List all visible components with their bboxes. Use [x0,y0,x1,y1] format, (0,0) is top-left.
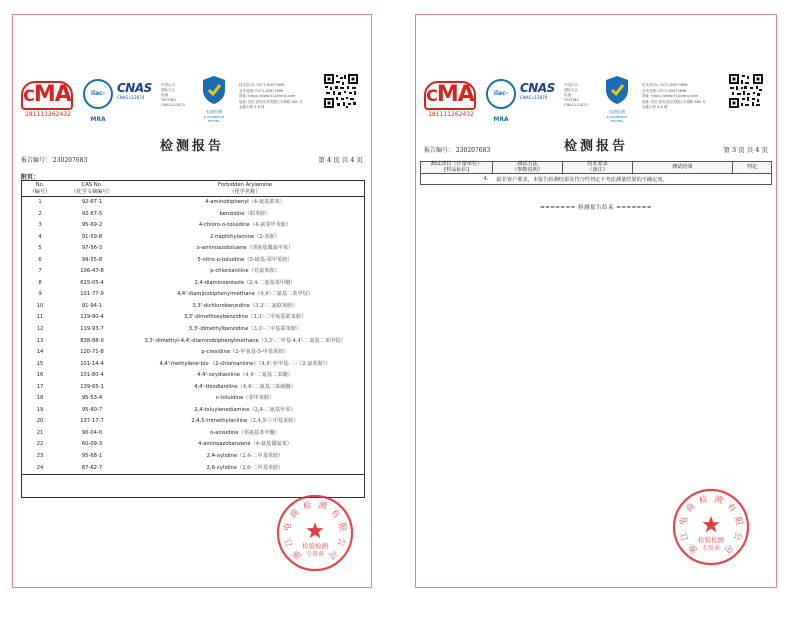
col-test-method: 测试方法 （参数说明） [493,162,563,174]
shield-check-icon [604,75,630,105]
cell-no: 14 [36,349,44,356]
header-logos [21,73,363,123]
ilac-mra-logo: ilac-MRA [83,79,113,109]
seal-ring-char: 测 [712,494,724,507]
cell-cas: 99-55-8 [81,256,103,263]
arylamine-cn: （3,3'-二甲基联苯胺） [248,326,302,333]
arylamine-cn: （2,6-二甲基苯胺） [237,464,284,471]
arylamine-en: o-aminoazotoluene [196,245,247,252]
cell-arylamine [125,416,365,428]
seal-ring-char: 电 [282,521,294,533]
cell-arylamine [125,232,365,244]
seal-ring-char: 浙 [686,541,700,555]
report-page-3 [415,14,777,588]
cell-cas: 92-87-5 [81,210,103,217]
ilac-mra-logo: ilac-MRA [486,79,516,109]
arylamine-en: 3,3'-dichlorobenzidine [192,302,250,309]
arylamine-cn: （邻甲苯胺） [243,395,275,402]
seal-ring-char: 司 [326,547,340,561]
table-row [21,278,365,290]
page-number: 第 4 页 共 4 页 [318,156,363,164]
cell-no: 7 [38,268,42,275]
arylamine-cn: （2,4-二甲基苯胺） [237,453,284,460]
arylamine-cn: （4,4'-亚甲基-二-（2-氯苯胺）） [258,360,331,367]
table-row [21,347,365,359]
table-row [21,324,365,336]
cell-cas: 615-05-4 [80,279,104,286]
cell-arylamine [125,243,365,255]
seal-ring-char: 商 [684,501,698,515]
cell-cas: 95-80-7 [81,406,103,413]
table-row [21,370,365,382]
cnas-logo: CNAS CNAS L12874 [520,81,555,100]
table-row [21,382,365,394]
seal-center-text: 检验检测 [698,536,724,544]
col-requirement: 技术要求 （备注） [563,162,633,174]
table-row [21,463,365,475]
cell-arylamine [125,278,365,290]
qr-code [323,73,359,109]
seal-center-text: 专用章 [701,545,721,552]
arylamine-en: o-toluidine [215,395,244,402]
test-result-table [420,161,772,185]
cell-arylamine [125,289,365,301]
table-row [21,359,365,371]
report-page-4 [12,14,372,588]
cell-arylamine [125,347,365,359]
seal-ring-char: 司 [722,541,736,555]
cell-no: 11 [36,314,44,321]
arylamine-cn: （2,4-二氨基苯甲醚） [243,279,296,286]
cell-no: 1 [38,199,42,205]
cell-cas: 95-68-1 [81,453,103,460]
arylamine-en: 2,4-xylidine [206,453,238,460]
col-no: No. （编号） [21,181,59,197]
table-row [421,174,772,185]
arylamine-en: 4-aminoazobenzene [198,441,251,448]
seal-center-text: 专用章 [305,551,325,558]
table-row [21,301,365,313]
table-row [21,266,365,278]
cell-no: 2 [38,210,42,217]
report-number: 报告编号： 230207683 [424,147,491,154]
seal-ring-char: 检 [302,500,314,513]
arylamine-en: 2-naphthylamine [209,233,255,240]
seal-center-text: 检验检测 [302,542,328,550]
table-row [21,428,365,440]
cell-no: 21 [36,429,44,436]
col-result: 测试结果 [633,162,733,174]
cell-arylamine [125,197,365,209]
cell-arylamine [125,312,365,324]
cell-arylamine [125,428,365,440]
cell-arylamine [125,451,365,463]
table-row [21,439,365,451]
col-test-item: 测试项目（计量单位） [样品标识] [421,162,493,174]
company-seal [671,487,751,567]
cell-cas: 137-17-7 [80,418,104,425]
contact-info: 技术/投诉: 0571-85673896 业务受理: 0571-85673896 网址: https://www.51qcfeng.com 地址: 浙江省杭州市拱墅区丰潭路 680 号 金鑫大厦 4-6 楼 [239,83,303,109]
arylamine-en: 4,4'-thiodianiline [194,383,238,390]
arylamine-table [21,180,365,475]
arylamine-en: 4,4'-oxydianiline [197,372,240,379]
note-number: 4. [421,174,493,185]
cell-arylamine [125,301,365,313]
cell-arylamine [125,266,365,278]
cell-cas: 91-59-8 [81,233,103,240]
cell-cas: 139-65-1 [80,383,104,390]
arylamine-cn: （3,3'-二氯联苯胺） [249,302,298,309]
table-row [21,451,365,463]
table-row [21,209,365,221]
cell-no: 23 [36,453,44,460]
seal-ring-char: 限 [732,515,744,527]
arylamine-en: 4,4'-methylene-bis-（2-chloroaniline） [159,360,259,367]
arylamine-en: p-cresidine [201,349,231,356]
seal-ring-char: 江 [678,530,692,542]
seal-ring-char: 限 [336,521,348,533]
table-row [21,255,365,267]
table-row [21,243,365,255]
arylamine-en: 4,4'-diaminobiphenylmethane [176,291,255,298]
cell-cas: 92-67-1 [81,199,103,205]
seal-ring-char: 有 [724,501,738,515]
table-row [21,312,365,324]
cell-arylamine [125,209,365,221]
cell-no: 4 [38,233,42,240]
table-row [21,232,365,244]
seal-ring-char: 有 [328,507,342,521]
seal-ring-char: 商 [288,507,302,521]
cell-arylamine [125,370,365,382]
cell-cas: 106-47-8 [80,268,104,275]
seal-ring-char: 公 [730,530,744,542]
cell-cas: 90-04-0 [81,429,103,436]
cell-arylamine [125,393,365,405]
cell-no: 16 [36,372,44,379]
seal-graphic [671,487,751,567]
page-title: 检测报告 [159,139,224,154]
cell-no: 18 [36,395,44,402]
cma-logo: CMA 181111262432 [21,81,79,115]
cell-no: 22 [36,441,44,448]
arylamine-en: 3,3'-dimethylbenzidine [188,326,249,333]
arylamine-en: 2,4-toluylenediamine [194,406,250,413]
cell-arylamine [125,324,365,336]
seal-graphic [275,493,355,573]
cell-arylamine [125,463,365,475]
arylamine-en: 3,3'-dimethyl-4,4'-diaminobiphenylmethane [144,337,259,344]
arylamine-cn: （4,4'-二氨基二苯醚） [239,372,293,379]
page-title: 检测报告 [563,139,628,154]
arylamine-en: 5-nitro-o-toluidine [197,256,245,263]
cell-cas: 838-88-0 [80,337,104,344]
arylamine-en: 3,3'-dimethoxybenzidine [183,314,249,321]
cell-arylamine [125,439,365,451]
cell-no: 15 [36,360,44,367]
cell-no: 19 [36,406,44,413]
star-icon [702,516,719,532]
arylamine-cn: （邻氨基苯甲醚） [238,429,280,436]
cma-logo: CMA 181111262432 [424,81,482,115]
arylamine-en: benzidine [219,210,245,217]
report-end-marker: ======= 检测报告结束 ======= [539,205,652,211]
qr-code [728,73,764,109]
arylamine-en: 4-chloro-o-toluidine [198,222,250,229]
ecommerce-testing-logo: 电商检测 E-COMMERCE TESTING [197,75,231,115]
star-icon [306,522,323,538]
cell-cas: 101-80-4 [80,372,104,379]
table-row [21,289,365,301]
arylamine-en: 2,4-diaminoanisole [194,279,244,286]
report-number: 报告编号： 230207683 [21,157,88,164]
cell-arylamine [125,359,365,371]
cell-no: 12 [36,326,44,333]
table-row [21,393,365,405]
arylamine-cn: （2-萘胺） [254,233,281,240]
accreditation-text: 中国认可 国际互认 检测 TESTING CNAS L12874 [161,83,185,107]
table-row [21,197,365,209]
arylamine-cn: （3,3'-二甲基-4,4'-二氨基二苯甲烷） [258,337,346,344]
company-seal [275,493,355,573]
cell-no: 8 [38,279,42,286]
cell-cas: 95-69-2 [81,222,103,229]
seal-ring-char: 公 [334,536,348,548]
arylamine-cn: （4-氨基联苯） [248,199,285,205]
cell-no: 13 [36,337,44,344]
arylamine-en: p-chloroaniline [210,268,249,275]
arylamine-cn: （联苯胺） [244,210,271,217]
cell-cas: 87-62-7 [59,463,125,475]
cell-arylamine [125,220,365,232]
seal-ring-char: 测 [316,500,328,513]
cnas-logo: CNAS CNAS L12874 [117,81,152,100]
table-row [21,220,365,232]
col-arylamine: Forbidden Arylamine （化学名称） [125,181,365,197]
arylamine-cn: （对氯苯胺） [248,268,280,275]
seal-ring-char: 江 [282,536,296,548]
cell-cas: 97-56-3 [81,245,103,252]
cell-cas: 119-93-7 [80,326,104,333]
contact-info: 技术/投诉: 0571-85673896 业务受理: 0571-85673896 网址: https://www.51qcfeng.com 地址: 浙江省杭州市拱墅区丰潭路 680 号 金鑫大厦 4-6 楼 [642,83,706,109]
page-number: 第 3 页 共 4 页 [723,146,768,154]
cell-no: 5 [38,245,42,252]
arylamine-cn: （3,3'-二甲氧基联苯胺） [248,314,307,321]
cell-cas: 91-94-1 [81,302,103,309]
cell-cas: 101-77-9 [80,291,104,298]
cell-cas: 60-09-3 [81,441,103,448]
seal-ring-char: 检 [698,494,710,507]
table-row [21,336,365,348]
cell-cas: 119-90-4 [80,314,104,321]
cell-no: 3 [38,222,42,229]
arylamine-cn: （2,4,5-三甲基苯胺） [247,418,299,425]
table-header-row [21,181,365,197]
cell-no: 24 [21,463,59,475]
arylamine-cn: （4,4'-二氨基二苯甲烷） [254,291,314,298]
table-row [21,405,365,417]
seal-ring-char: 电 [678,515,690,527]
cell-cas: 95-53-4 [81,395,103,402]
shield-check-icon [201,75,227,105]
table-header-row [421,162,772,174]
seal-ring-char: 浙 [290,547,304,561]
cell-arylamine [125,405,365,417]
arylamine-cn: （2,4-二氨基甲苯） [249,406,296,413]
arylamine-cn: （4-氨基偶氮苯） [250,441,292,448]
cell-no: 17 [36,383,44,390]
cell-cas: 101-14-4 [80,360,104,367]
cell-arylamine [125,336,365,348]
note-text: 除非客户要求，本报告检测结果及符合性判定不考虑测量结果的不确定度。 [493,174,772,185]
arylamine-cn: （4,4'-二氨基二苯硫醚） [237,383,296,390]
col-judgement: 判定 [733,162,772,174]
ecommerce-testing-logo: 电商检测 E-COMMERCE TESTING [600,75,634,115]
arylamine-en: 2,6-xylidine [206,464,238,471]
cell-cas: 120-71-8 [80,349,104,356]
arylamine-en: 4-aminobiphenyl [205,199,249,205]
appendix-label: 附页： [21,174,40,181]
col-cas: CAS No. （化学文摘编号） [59,181,125,197]
accreditation-text: 中国认可 国际互认 检测 TESTING CNAS L12874 [564,83,588,107]
arylamine-en: 2,4,5-trimethylaniline [191,418,248,425]
arylamine-cn: （2-甲氧基-5-甲基苯胺） [230,349,289,356]
table-row [21,416,365,428]
cell-no: 10 [36,302,44,309]
arylamine-en: o-anisidine [210,429,239,436]
arylamine-cn: （邻氨基偶氮甲苯） [246,245,294,252]
cell-no: 20 [36,418,44,425]
cell-no: 9 [38,291,42,298]
cell-arylamine [125,382,365,394]
cell-arylamine [125,255,365,267]
arylamine-cn: （5-硝基-邻甲苯胺） [244,256,293,263]
header-logos [424,73,768,123]
arylamine-cn: （4-氯邻甲苯胺） [249,222,292,229]
cell-no: 6 [38,256,42,263]
